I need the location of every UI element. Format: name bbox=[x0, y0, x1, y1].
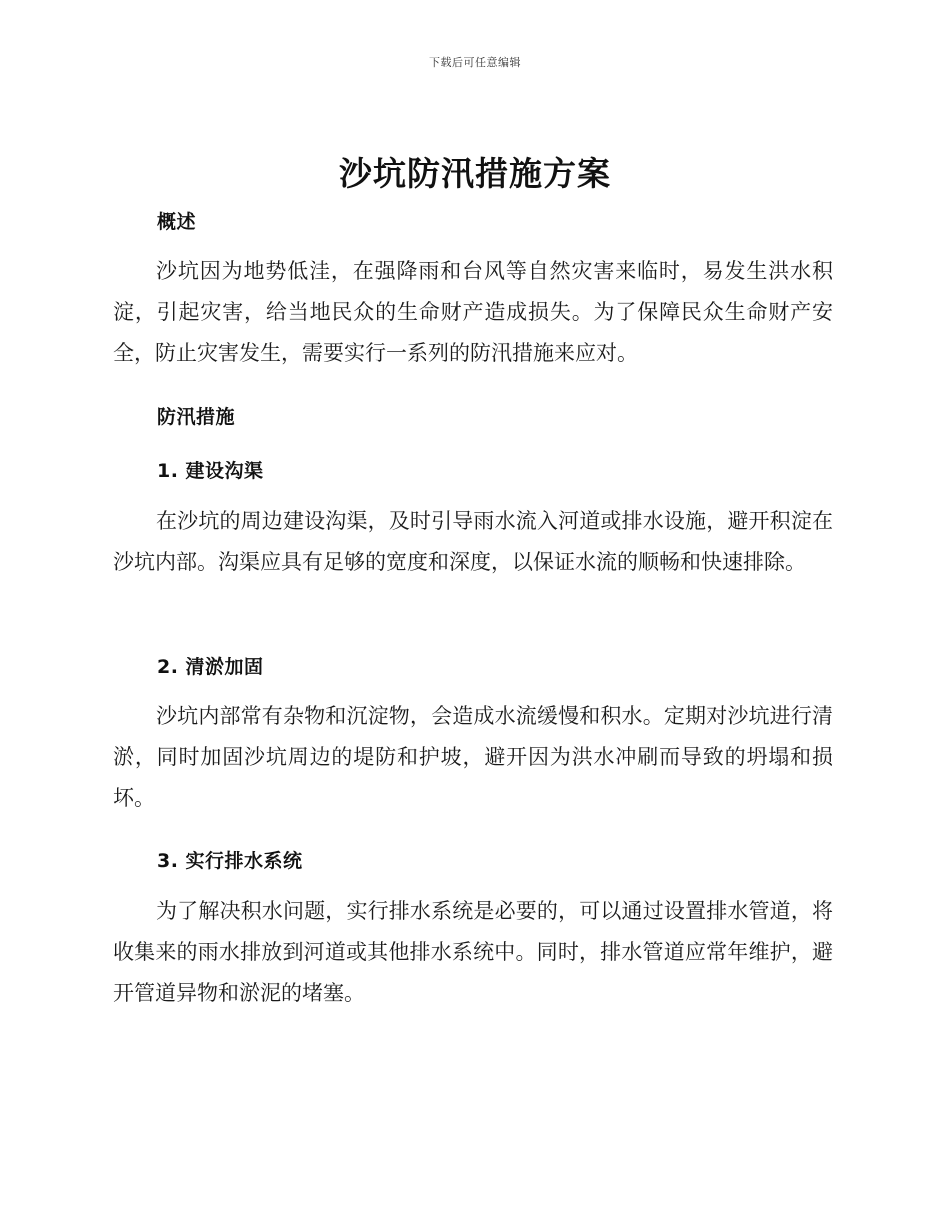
document-title: 沙坑防汛措施方案 bbox=[339, 154, 611, 193]
section-heading-measures: 防汛措施 bbox=[157, 406, 236, 428]
subsection-heading-3: 3. 实行排水系统 bbox=[157, 850, 303, 872]
paragraph-item-3: 为了解决积水问题，实行排水系统是必要的，可以通过设置排水管道，将收集来的雨水排放到河道或其他排水系统中。同时，排水管道应常年维护，避开管道异物和淤泥的堵塞。 bbox=[113, 899, 833, 1005]
paragraph-overview: 沙坑因为地势低洼，在强降雨和台风等自然灾害来临时，易发生洪水积淀，引起灾害，给当地民众的生命财产造成损失。为了保障民众生命财产安全，防止灾害发生，需要实行一系列的防汛措施来应对。 bbox=[113, 259, 833, 365]
subsection-heading-1: 1. 建设沟渠 bbox=[157, 460, 264, 482]
paragraph-item-2: 沙坑内部常有杂物和沉淀物，会造成水流缓慢和积水。定期对沙坑进行清淤，同时加固沙坑周边的堤防和护坡，避开因为洪水冲刷而导致的坍塌和损坏。 bbox=[113, 704, 833, 810]
header-note: 下载后可任意编辑 bbox=[429, 56, 521, 69]
subsection-heading-2: 2. 清淤加固 bbox=[157, 656, 264, 678]
paragraph-item-1: 在沙坑的周边建设沟渠，及时引导雨水流入河道或排水设施，避开积淀在沙坑内部。沟渠应具有足够的宽度和深度，以保证水流的顺畅和快速排除。 bbox=[113, 509, 833, 574]
section-heading-overview: 概述 bbox=[157, 211, 197, 233]
